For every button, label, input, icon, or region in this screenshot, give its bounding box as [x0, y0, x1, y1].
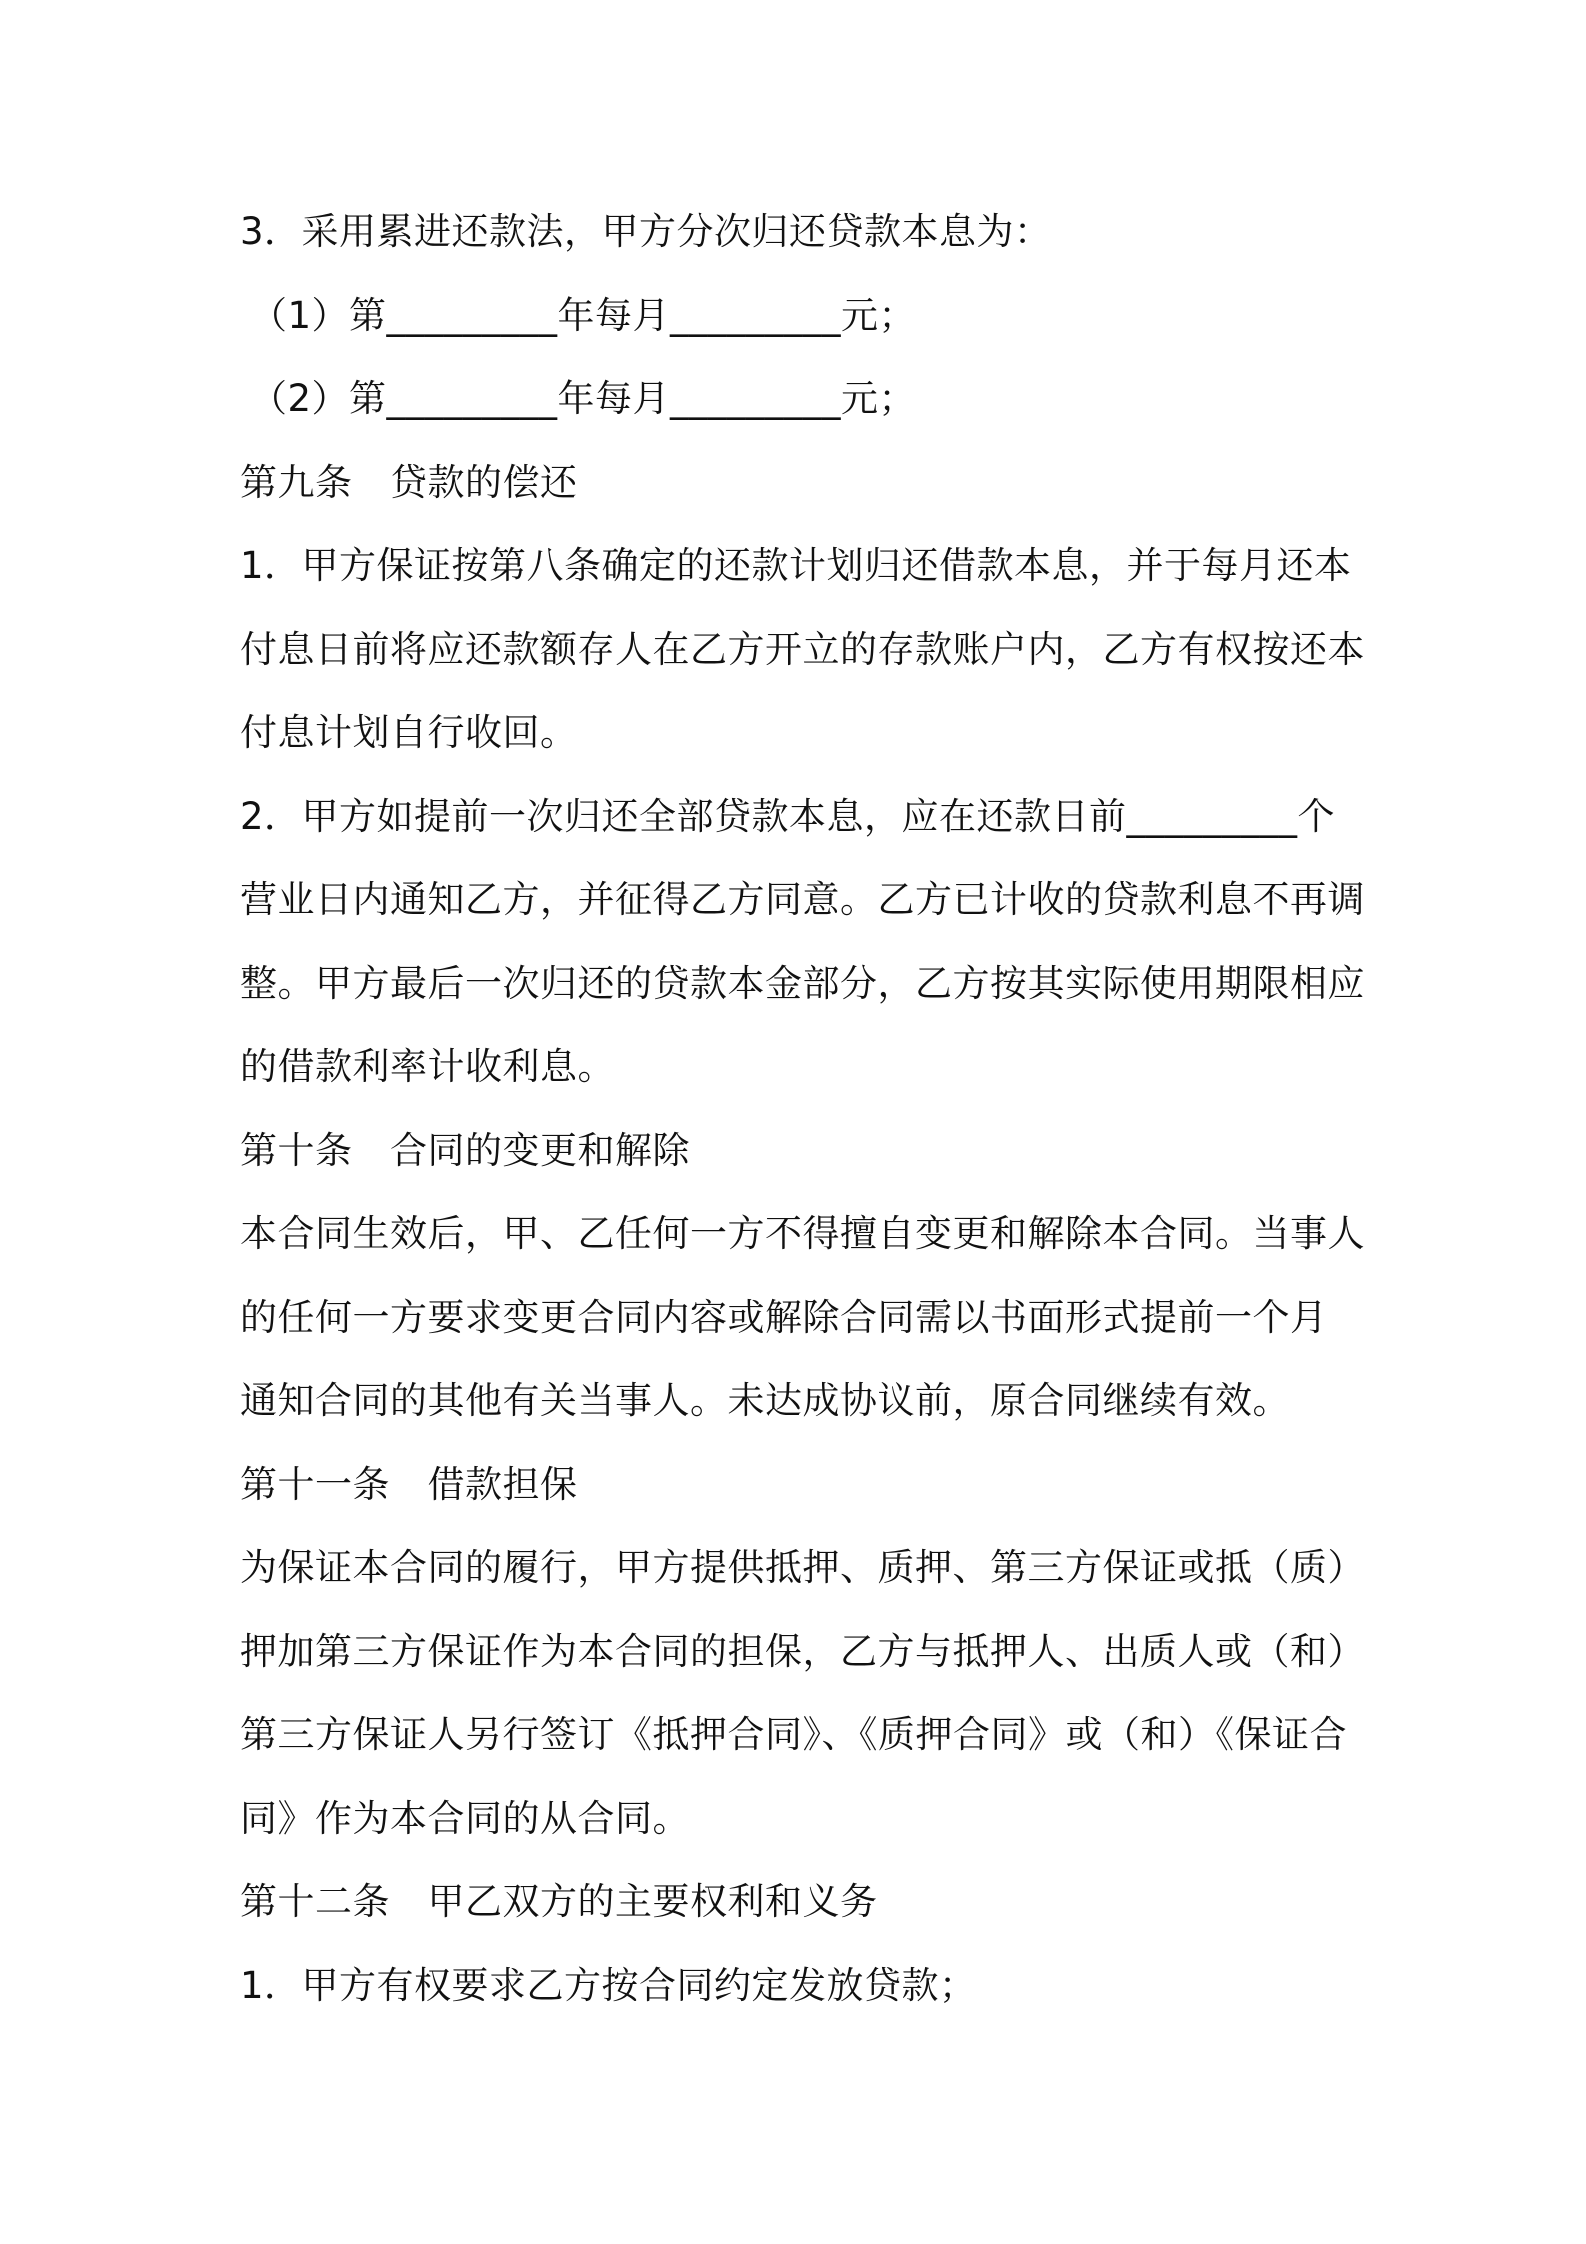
document-body	[240, 202, 1365, 2039]
article-9-paragraph-2-line-2: 营业日内通知乙方，并征得乙方同意。乙方已计收的贷款利息不再调	[240, 878, 1365, 921]
article-9-paragraph-2-line-1: 2．甲方如提前一次归还全部贷款本息，应在还款日前_________个	[240, 794, 1336, 838]
article-9-heading: 第九条 贷款的偿还	[240, 460, 578, 504]
article-9-paragraph-2-line-4: 的借款利率计收利息。	[240, 1045, 615, 1088]
clause-item-3-sub-1: （1）第_________年每月_________元；	[250, 293, 917, 337]
article-10-paragraph-line-2: 的任何一方要求变更合同内容或解除合同需以书面形式提前一个月	[240, 1295, 1328, 1339]
article-12-heading: 第十二条 甲乙双方的主要权利和义务	[240, 1880, 878, 1923]
article-11-paragraph-line-2: 押加第三方保证作为本合同的担保，乙方与抵押人、出质人或（和）	[240, 1629, 1365, 1673]
article-9-paragraph-1-line-2: 付息日前将应还款额存人在乙方开立的存款账户内，乙方有权按还本	[240, 627, 1365, 671]
article-10-paragraph-line-3: 通知合同的其他有关当事人。未达成协议前，原合同继续有效。	[240, 1379, 1290, 1422]
article-12-item-1: 1．甲方有权要求乙方按合同约定发放贷款；	[240, 1963, 977, 2007]
article-9-paragraph-1-line-3: 付息计划自行收回。	[240, 711, 578, 754]
article-11-paragraph-line-3: 第三方保证人另行签订《抵押合同》、《质押合同》或（和）《保证合	[240, 1713, 1347, 1756]
article-11-heading: 第十一条 借款担保	[240, 1462, 578, 1506]
article-10-paragraph-line-1: 本合同生效后，甲、乙任何一方不得擅自变更和解除本合同。当事人	[240, 1212, 1365, 1255]
article-10-heading: 第十条 合同的变更和解除	[240, 1128, 690, 1172]
article-11-paragraph-line-4: 同》作为本合同的从合同。	[240, 1796, 690, 1840]
clause-item-3-sub-2: （2）第_________年每月_________元；	[250, 377, 917, 420]
article-9-paragraph-1-line-1: 1．甲方保证按第八条确定的还款计划归还借款本息，并于每月还本	[240, 544, 1352, 587]
clause-item-3-heading: 3．采用累进还款法，甲方分次归还贷款本息为：	[240, 210, 1052, 253]
article-11-paragraph-line-1: 为保证本合同的履行，甲方提供抵押、质押、第三方保证或抵（质）	[240, 1546, 1365, 1589]
article-9-paragraph-2-line-3: 整。甲方最后一次归还的贷款本金部分，乙方按其实际使用期限相应	[240, 961, 1365, 1005]
